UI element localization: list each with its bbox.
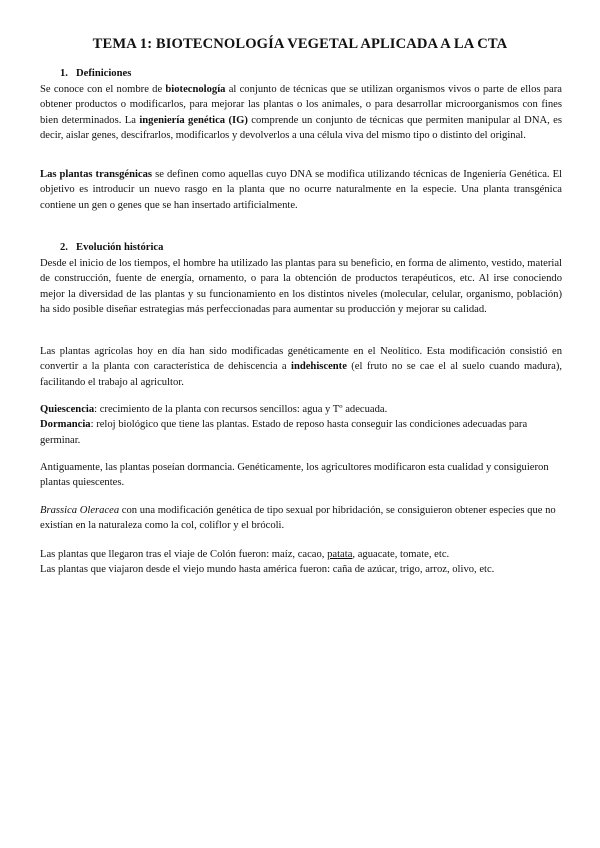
- text-run: con una modificación genética de tipo sexual por hibridación, se consiguieron obtener especies que no existían en la naturaleza como la col, coliflor y el brócoli.: [40, 505, 556, 532]
- section-number: 2.: [60, 242, 68, 253]
- text-run: comprende un conjunto de técnicas que permiten manipular al DNA, es decir, aislar genes, descifrarlos, modificarlos y devolverlos a una célula viva del mismo tipo o distinto del original.: [40, 114, 562, 141]
- section-heading-definiciones: [60, 68, 131, 79]
- term-biotecnologia: biotecnología: [165, 84, 226, 95]
- section-heading-text: Definiciones: [76, 68, 132, 79]
- section-number: 1.: [60, 68, 68, 79]
- section-heading-evolucion: [60, 242, 163, 253]
- paragraph-plantas-transgenicas: [40, 167, 562, 213]
- text-run: : crecimiento de la planta con recursos sencillos: agua y Tº adecuada.: [94, 404, 388, 415]
- paragraph-quiescencia-dormancia: [40, 402, 562, 448]
- term-dormancia: Dormancia: [40, 419, 91, 431]
- term-indehiscente: indehiscente: [291, 361, 347, 373]
- text-run: (el fruto no se cae el al suelo cuando madura), facilitando el trabajo al agricultor.: [40, 361, 563, 388]
- term-ingenieria-genetica: ingeniería genética (IG): [139, 114, 248, 126]
- paragraph-plantas-viaje: [40, 547, 562, 578]
- text-run: , aguacate, tomate, etc.: [352, 549, 450, 560]
- term-patata: patata: [327, 549, 353, 560]
- section-heading-text: Evolución histórica: [76, 242, 164, 253]
- paragraph-antiguamente: Antiguamente, las plantas poseían dormancia. Genéticamente, los agricultores modificaron esta cualidad y consiguieron plantas quiescentes.: [40, 462, 549, 489]
- paragraph-brassica: [40, 503, 562, 534]
- text-run: Se conoce con el nombre de: [40, 84, 166, 95]
- text-run: al conjunto de técnicas que se utilizan organismos vivos o parte de ellos para obtener productos o modificarlos, para mejorar las plantas o los animales, o para desarrollar microorganismos con fines bien determinados. La: [40, 84, 562, 126]
- page-title: TEMA 1: BIOTECNOLOGÍA VEGETAL APLICADA A LA CTA: [92, 36, 508, 52]
- term-plantas-transgenicas: Las plantas transgénicas: [40, 169, 153, 180]
- text-run: Las plantas que llegaron tras el viaje de Colón fueron: maíz, cacao,: [40, 549, 328, 560]
- paragraph-historia: Desde el inicio de los tiempos, el hombre ha utilizado las plantas para su beneficio, en forma de alimento, vestido, material de construcción, fuente de energía, ornamento, o para la obtención de productos terapéuticos, etc. Al irse conociendo mejor la diversidad de las plantas y su funcionamiento en los distintos niveles (molecular, celular, organismo, población) ha sido posible diseñar estrategias más perfeccionadas para aumentar su producción y mejorar su calidad.: [40, 258, 562, 315]
- term-quiescencia: Quiescencia: [40, 404, 95, 415]
- paragraph-biotecnologia: [40, 82, 562, 143]
- text-run: Las plantas que viajaron desde el viejo mundo hasta américa fueron: caña de azúcar, trigo, arroz, olivo, etc.: [40, 564, 495, 576]
- paragraph-neolitico: [40, 344, 562, 390]
- text-run: Las plantas agrícolas hoy en día han sido modificadas genéticamente en el Neolítico. Esta modificación consistió en convertir a la planta con característica de dehiscencia a: [40, 346, 562, 373]
- term-brassica-oleracea: Brassica Oleracea: [40, 505, 120, 516]
- text-run: : reloj biológico que tiene las plantas. Estado de reposo hasta conseguir las condiciones adecuadas para germinar.: [40, 419, 528, 446]
- text-run: se definen como aquellas cuyo DNA se modifica utilizando técnicas de Ingeniería Genética. El objetivo es introducir un nuevo rasgo en la planta que no ocurre naturalmente en la especie. Una planta transgénica contiene un gen o genes que se han insertado artificialmente.: [40, 169, 563, 211]
